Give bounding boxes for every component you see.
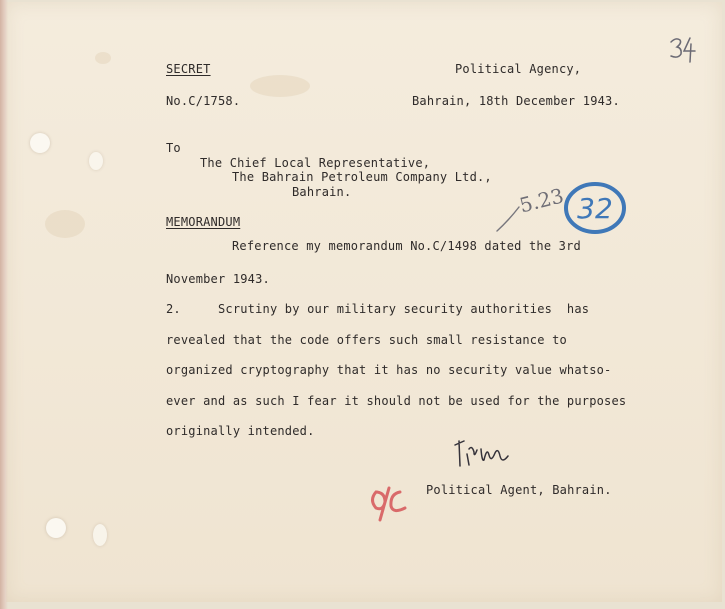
pencil-note-mark [495, 176, 565, 236]
initials-scribble [452, 432, 516, 472]
filing-stamp-circle [562, 180, 628, 236]
filing-stamp-number: 32 [577, 192, 613, 225]
recipient-line-1: The Chief Local Representative, [200, 156, 431, 170]
paper-stain [95, 52, 111, 64]
folio-number-handwritten [668, 36, 698, 66]
classification-label: SECRET [166, 62, 211, 76]
pencil-note-text: 5.23 [517, 183, 565, 218]
punch-hole-top-inner [89, 152, 103, 170]
body-line-2: November 1943. [166, 272, 270, 286]
recipient-line-2: The Bahrain Petroleum Company Ltd., [232, 170, 492, 184]
punch-hole-bottom-inner [93, 524, 107, 546]
punch-hole-bottom [46, 518, 66, 538]
memorandum-heading: MEMORANDUM [166, 215, 241, 229]
body-line-1: Reference my memorandum No.C/1498 dated the 3rd [232, 239, 581, 253]
body-line-7: originally intended. [166, 424, 315, 438]
office-name: Political Agency, [455, 62, 582, 76]
body-line-6: ever and as such I fear it should not be used for the purposes [166, 394, 627, 408]
body-line-3: 2. Scrutiny by our military security authorities has [166, 302, 590, 316]
red-pencil-scribble [368, 478, 420, 524]
adjacent-page-edge [0, 0, 8, 609]
signature-block: Political Agent, Bahrain. [426, 483, 612, 497]
punch-hole-top [30, 133, 50, 153]
body-line-5: organized cryptography that it has no security value whatso- [166, 363, 612, 377]
red-pencil-mark [368, 478, 420, 524]
paper-stain [250, 75, 310, 97]
paper-stain [45, 210, 85, 238]
pencil-note [495, 176, 565, 236]
place-and-date: Bahrain, 18th December 1943. [412, 94, 620, 108]
recipient-line-3: Bahrain. [292, 185, 352, 199]
handwritten-initials [452, 432, 516, 472]
filing-stamp [562, 180, 628, 236]
folio-number [668, 36, 698, 69]
body-line-4: revealed that the code offers such small resistance to [166, 333, 567, 347]
reference-number: No.C/1758. [166, 94, 241, 108]
to-label: To [166, 141, 181, 155]
